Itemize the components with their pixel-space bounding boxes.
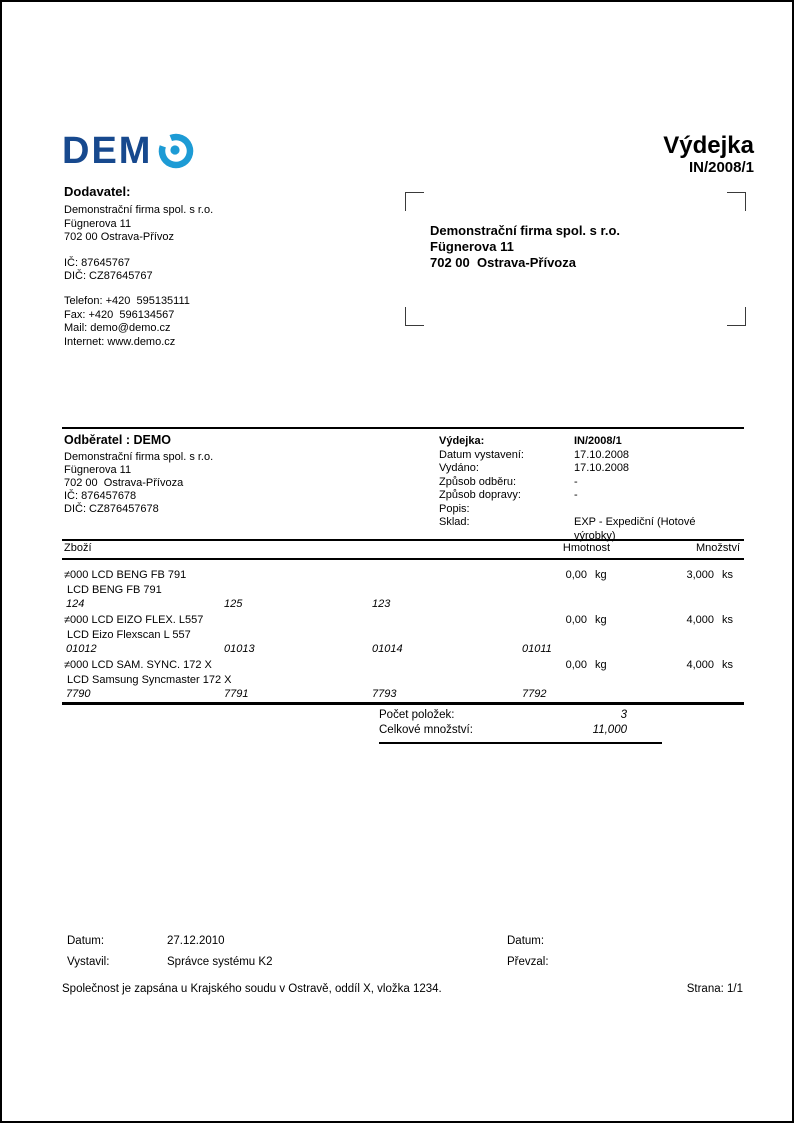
total-quantity-value: 11,000 [592, 724, 627, 736]
supplier-heading: Dodavatel: [64, 184, 131, 199]
item-serial: 01012 [66, 643, 97, 655]
item-quantity: 4,000 [686, 614, 714, 626]
items-count-value: 3 [620, 709, 627, 721]
items-count-label: Počet položek: [379, 709, 455, 721]
customer-company: Demonstrační firma spol. s r.o. [64, 451, 214, 463]
table-bottom-line [62, 702, 744, 705]
column-header-weight: Hmotnost [562, 542, 610, 554]
pickup-method-value: - [574, 475, 578, 488]
item-serial: 123 [372, 598, 391, 610]
warehouse-value: EXP - Expediční (Hotové výrobky) [574, 516, 699, 542]
table-row [62, 614, 744, 660]
supplier-contacts [64, 295, 334, 349]
logo [62, 129, 197, 173]
date-label-left: Datum: [67, 935, 105, 947]
item-serial: 125 [224, 598, 243, 610]
shipping-street: Fügnerova 11 [430, 239, 514, 254]
crop-mark-bottom-left-icon [405, 307, 424, 326]
item-quantity-unit: ks [722, 614, 733, 626]
pickup-method-label: Způsob odběru: [439, 475, 517, 488]
supplier-dic: DIČ: CZ87645767 [64, 270, 153, 283]
title-block [663, 133, 754, 177]
item-serial: 01011 [522, 643, 552, 655]
doc-number-row [439, 435, 751, 449]
item-description: LCD Samsung Syncmaster 172 X [67, 674, 232, 686]
supplier-internet: Internet: www.demo.cz [64, 335, 176, 348]
warehouse-label: Sklad: [439, 516, 470, 528]
item-serial: 124 [66, 598, 85, 610]
customer-street: Fügnerova 11 [64, 464, 132, 476]
customer-city: 702 00 Ostrava-Přívoza [64, 477, 184, 489]
crop-mark-top-right-icon [727, 192, 746, 211]
item-serial: 01014 [372, 643, 403, 655]
document-info [439, 435, 751, 543]
supplier-mail: Mail: demo@demo.cz [64, 322, 171, 335]
doc-number-value: IN/2008/1 [574, 435, 622, 447]
item-serial: 7791 [224, 688, 249, 700]
item-code: ≠000 LCD EIZO FLEX. L557 [64, 614, 204, 626]
totals-underline [379, 742, 662, 744]
demo-o-icon [155, 130, 197, 172]
column-header-goods: Zboží [64, 542, 92, 554]
transport-method-label: Způsob dopravy: [439, 489, 521, 501]
released-date-row [439, 462, 751, 476]
customer-block [64, 433, 364, 516]
table-header-top-line [62, 539, 744, 541]
description-value [574, 503, 724, 517]
item-weight: 0,00 [565, 614, 587, 626]
item-serial: 7790 [66, 688, 91, 700]
released-date-value: 17.10.2008 [574, 462, 630, 474]
date-value-left: 27.12.2010 [167, 935, 225, 947]
description-row [439, 503, 751, 517]
supplier-street: Fügnerova 11 [64, 217, 132, 230]
item-code: ≠000 LCD SAM. SYNC. 172 X [64, 659, 212, 671]
item-serial: 7792 [522, 688, 547, 700]
issue-date-row [439, 449, 751, 463]
pickup-method-row [439, 476, 751, 490]
item-description: LCD BENG FB 791 [67, 584, 162, 596]
section-divider [62, 427, 744, 429]
item-serial: 7793 [372, 688, 397, 700]
item-quantity-unit: ks [722, 659, 733, 671]
item-code: ≠000 LCD BENG FB 791 [64, 569, 187, 581]
item-weight-unit: kg [595, 659, 607, 671]
page-title: Výdejka [663, 132, 754, 159]
shipping-company: Demonstrační firma spol. s r.o. [430, 223, 620, 238]
item-weight-unit: kg [595, 569, 607, 581]
supplier-block [64, 185, 334, 361]
item-description: LCD Eizo Flexscan L 557 [67, 629, 191, 641]
table-header-bottom-line [62, 558, 744, 560]
crop-mark-top-left-icon [405, 192, 424, 211]
date-label-right: Datum: [507, 935, 545, 947]
shipping-address-block [430, 223, 620, 271]
logo-text: DEM [62, 130, 153, 172]
document-number: IN/2008/1 [688, 159, 754, 176]
supplier-address [64, 204, 334, 244]
total-quantity-label: Celkové množství: [379, 724, 473, 736]
customer-ic: IČ: 876457678 [64, 490, 137, 502]
item-weight: 0,00 [565, 569, 587, 581]
transport-method-row [439, 489, 751, 503]
item-quantity-unit: ks [722, 569, 733, 581]
issue-date-value: 17.10.2008 [574, 448, 630, 461]
released-date-label: Vydáno: [439, 462, 479, 474]
issue-date-label: Datum vystavení: [439, 448, 524, 461]
column-header-quantity: Množství [695, 542, 740, 554]
page-number: Strana: 1/1 [686, 983, 743, 995]
supplier-ids [64, 257, 334, 284]
supplier-city: 702 00 Ostrava-Přívoz [64, 231, 175, 244]
transport-method-value: - [574, 489, 578, 501]
item-serial: 01013 [224, 643, 255, 655]
shipping-city: 702 00 Ostrava-Přívoza [430, 255, 576, 270]
customer-heading: Odběratel : DEMO [64, 433, 171, 447]
item-quantity: 4,000 [686, 659, 714, 671]
table-row [62, 569, 744, 615]
issued-by-label: Vystavil: [67, 956, 110, 968]
customer-dic: DIČ: CZ876457678 [64, 503, 159, 515]
table-row [62, 659, 744, 705]
supplier-phone: Telefon: +420 595135111 [64, 295, 190, 308]
issued-by-value: Správce systému K2 [167, 956, 273, 968]
supplier-ic: IČ: 87645767 [64, 256, 131, 269]
supplier-fax: Fax: +420 596134567 [64, 308, 175, 321]
item-weight: 0,00 [565, 659, 587, 671]
doc-number-label: Výdejka: [439, 435, 485, 447]
crop-mark-bottom-right-icon [727, 307, 746, 326]
description-label: Popis: [439, 502, 470, 515]
company-registration-text: Společnost je zapsána u Krajského soudu v Ostravě, oddíl X, vložka 1234. [62, 983, 442, 995]
supplier-company: Demonstrační firma spol. s r.o. [64, 204, 214, 217]
received-by-label: Převzal: [507, 956, 549, 968]
item-quantity: 3,000 [686, 569, 714, 581]
item-weight-unit: kg [595, 614, 607, 626]
